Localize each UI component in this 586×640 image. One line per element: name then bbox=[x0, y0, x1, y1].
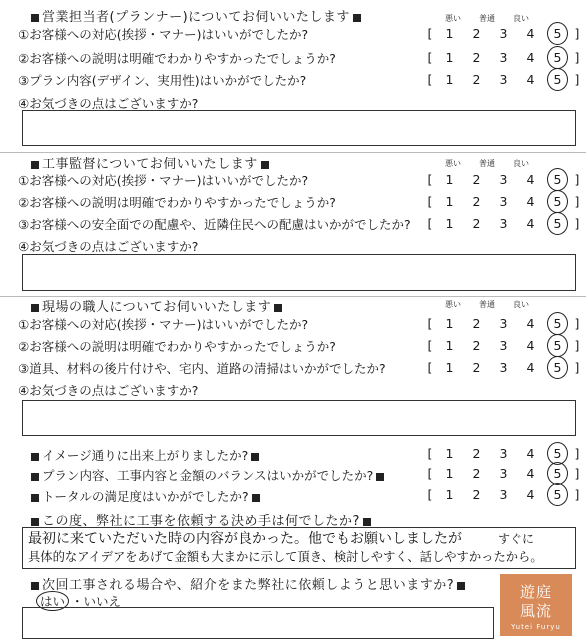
section-title-sales: 営業担当者(プランナー)についてお伺いいたします bbox=[28, 6, 364, 25]
scale-header: 悪い 普通 良い bbox=[445, 14, 529, 23]
square-bullet-icon bbox=[376, 473, 384, 481]
question-supervisor-2: ②お客様への説明は明確でわかりやすかったでしょうか? bbox=[18, 195, 336, 210]
rating-sales-3: [ 1 2 3 4 5 ] bbox=[427, 72, 580, 87]
question-craftsmen-3: ③道具、材料の後片付けや、宅内、道路の清掃はいかがでしたか? bbox=[18, 361, 386, 376]
square-bullet-icon bbox=[31, 582, 39, 590]
company-logo bbox=[500, 574, 572, 636]
question-supervisor-3: ③お客様への安全面での配慮や、近隣住民への配慮はいかがでしたか? bbox=[18, 217, 411, 232]
square-bullet-icon bbox=[457, 582, 465, 590]
handwritten-answer-note: すぐに bbox=[498, 532, 535, 546]
rating-overall-2: [ 1 2 3 4 5 ] bbox=[427, 466, 580, 481]
question-sales-4: ④お気づきの点はございますか? bbox=[18, 96, 199, 111]
square-bullet-icon bbox=[31, 473, 39, 481]
selected-rating: 5 bbox=[544, 50, 571, 65]
comment-box-craftsmen[interactable] bbox=[22, 400, 576, 436]
square-bullet-icon bbox=[31, 453, 39, 461]
scale-header: 悪い 普通 良い bbox=[445, 300, 529, 309]
logo-text-line-2: 風流 bbox=[519, 602, 552, 620]
section-title-supervisor: 工事監督についてお伺いいたします bbox=[28, 153, 272, 172]
question-overall-1: イメージ通りに出来上がりましたか? bbox=[28, 446, 262, 464]
selected-rating: 5 bbox=[544, 487, 571, 502]
selected-rating: 5 bbox=[544, 172, 571, 187]
comment-box-supervisor[interactable] bbox=[22, 254, 576, 291]
selected-rating: 5 bbox=[544, 316, 571, 331]
selected-rating: 5 bbox=[544, 466, 571, 481]
square-bullet-icon bbox=[31, 161, 39, 169]
question-craftsmen-2: ②お客様への説明は明確でわかりやすかったでしょうか? bbox=[18, 339, 336, 354]
question-overall-2: プラン内容、工事内容と金額のバランスはいかがでしたか? bbox=[28, 466, 387, 484]
square-bullet-icon bbox=[363, 518, 371, 526]
question-sales-2: ②お客様への説明は明確でわかりやすかったでしょうか? bbox=[18, 51, 336, 66]
selected-rating: 5 bbox=[544, 26, 571, 41]
section-title-craftsmen: 現場の職人についてお伺いいたします bbox=[28, 296, 285, 315]
square-bullet-icon bbox=[31, 518, 39, 526]
selected-rating: 5 bbox=[544, 216, 571, 231]
comment-box-next[interactable] bbox=[22, 607, 494, 639]
section-title-next: 次回工事される場合や、紹介をまた弊社に依頼しようと思いますか? bbox=[28, 574, 468, 593]
rating-craftsmen-2: [ 1 2 3 4 5 ] bbox=[427, 338, 580, 353]
rating-sales-1: [ 1 2 3 4 5 ] bbox=[427, 26, 580, 41]
option-yes-selected[interactable]: はい bbox=[36, 591, 69, 611]
square-bullet-icon bbox=[31, 14, 39, 22]
square-bullet-icon bbox=[353, 14, 361, 22]
selected-rating: 5 bbox=[544, 446, 571, 461]
selected-rating: 5 bbox=[544, 72, 571, 87]
question-sales-1: ①お客様への対応(挨拶・マナー)はいいがでしたか? bbox=[18, 27, 309, 42]
rating-craftsmen-1: [ 1 2 3 4 5 ] bbox=[427, 316, 580, 331]
logo-text-line-1: 遊庭 bbox=[519, 583, 552, 601]
selected-rating: 5 bbox=[544, 338, 571, 353]
selected-rating: 5 bbox=[544, 194, 571, 209]
square-bullet-icon bbox=[252, 494, 260, 502]
scale-header: 悪い 普通 良い bbox=[445, 159, 529, 168]
square-bullet-icon bbox=[31, 304, 39, 312]
selected-rating: 5 bbox=[544, 360, 571, 375]
rating-craftsmen-3: [ 1 2 3 4 5 ] bbox=[427, 360, 580, 375]
square-bullet-icon bbox=[251, 453, 259, 461]
option-no[interactable]: いいえ bbox=[83, 594, 122, 609]
rating-sales-2: [ 1 2 3 4 5 ] bbox=[427, 50, 580, 65]
handwritten-answer-line-2: 具体的なアイデアをあげて金額も大まかに示して頂き、検討しやすく、話しやすかったから。 bbox=[28, 550, 543, 564]
square-bullet-icon bbox=[261, 161, 269, 169]
rating-supervisor-3: [ 1 2 3 4 5 ] bbox=[427, 216, 580, 231]
handwritten-answer-line-1: 最初に来ていただいた時の内容が良かった。他でもお願いしましたが bbox=[28, 531, 462, 547]
question-overall-3: トータルの満足度はいかがでしたか? bbox=[28, 487, 263, 505]
question-craftsmen-1: ①お客様への対応(挨拶・マナー)はいいがでしたか? bbox=[18, 317, 309, 332]
comment-box-sales[interactable] bbox=[22, 110, 576, 146]
question-craftsmen-4: ④お気づきの点はございますか? bbox=[18, 383, 199, 398]
question-supervisor-4: ④お気づきの点はございますか? bbox=[18, 239, 199, 254]
section-title-decision: この度、弊社に工事を依頼する決め手は何でしたか? bbox=[28, 510, 374, 529]
rating-supervisor-2: [ 1 2 3 4 5 ] bbox=[427, 194, 580, 209]
logo-subtitle: Yutei Furyu bbox=[511, 623, 561, 631]
rating-overall-1: [ 1 2 3 4 5 ] bbox=[427, 446, 580, 461]
rating-supervisor-1: [ 1 2 3 4 5 ] bbox=[427, 172, 580, 187]
rating-overall-3: [ 1 2 3 4 5 ] bbox=[427, 487, 580, 502]
question-supervisor-1: ①お客様への対応(挨拶・マナー)はいいがでしたか? bbox=[18, 173, 309, 188]
square-bullet-icon bbox=[31, 494, 39, 502]
question-sales-3: ③プラン内容(デザイン、実用性)はいかがでしたか? bbox=[18, 73, 307, 88]
square-bullet-icon bbox=[274, 304, 282, 312]
answer-options-next: はい ・いいえ bbox=[36, 591, 121, 611]
